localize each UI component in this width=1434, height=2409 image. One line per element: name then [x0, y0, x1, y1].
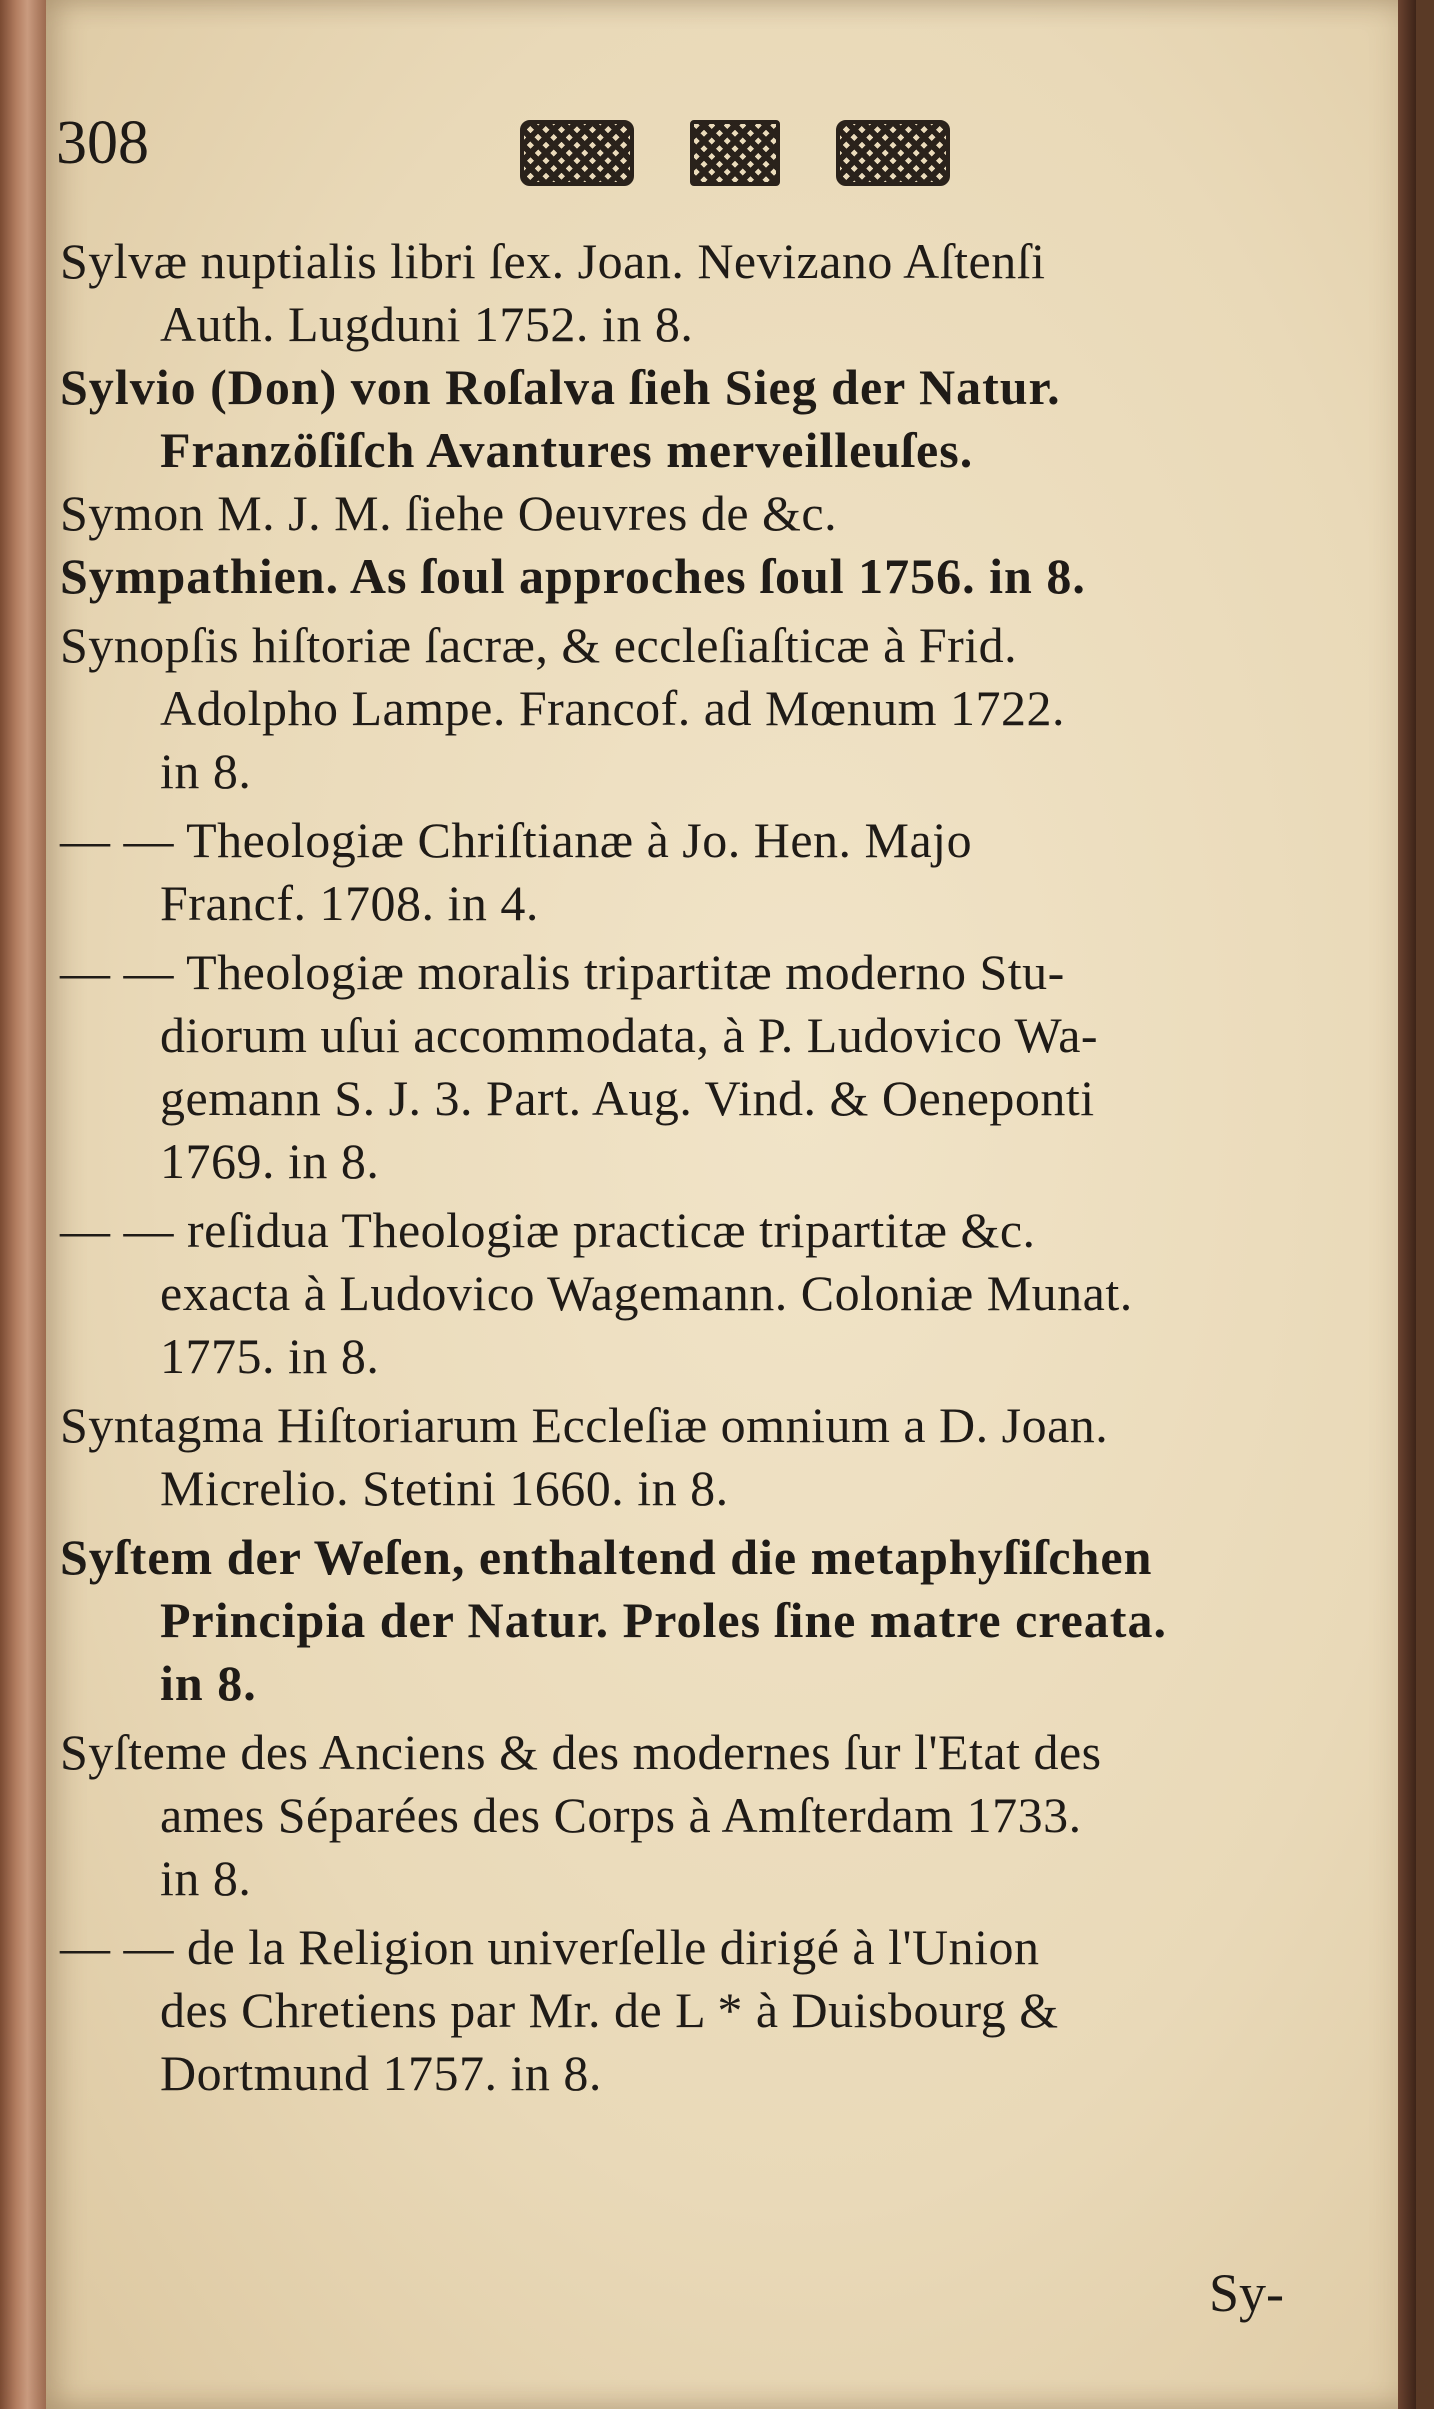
entry-line: — — reſidua Theologiæ practicæ tripartitæ &c. [60, 1202, 1036, 1258]
entry-line: Francf. 1708. in 4. [160, 875, 539, 931]
entry-line: Sympathien. As ſoul approches ſoul 1756. in 8. [60, 548, 1086, 604]
entry-sylvae [60, 230, 1350, 356]
ornament-left-icon [520, 120, 634, 186]
page-number: 308 [56, 109, 149, 177]
entry-line: gemann S. J. 3. Part. Aug. Vind. & Oeneponti [160, 1070, 1095, 1126]
entry-line: exacta à Ludovico Wagemann. Coloniæ Munat. [160, 1265, 1133, 1321]
entry-syntagma [60, 1394, 1350, 1520]
page-edge [0, 0, 46, 2409]
entry-line: Sylvæ nuptialis libri ſex. Joan. Nevizano Aſtenſi [60, 233, 1046, 289]
entry-residua [60, 1199, 1350, 1388]
ornament-center-icon [690, 120, 779, 186]
entry-symon [60, 482, 1350, 545]
catchword: Sy- [1208, 2263, 1284, 2323]
entry-line: ames Séparées des Corps à Amſterdam 1733. [160, 1787, 1082, 1843]
entry-synopsis [60, 614, 1350, 803]
entry-theologiae-moralis [60, 941, 1350, 1193]
entry-line: Micrelio. Stetini 1660. in 8. [160, 1460, 729, 1516]
entry-line: — — de la Religion univerſelle dirigé à l'Union [60, 1919, 1040, 1975]
entry-religion-universelle [60, 1916, 1350, 2105]
entry-line: in 8. [160, 743, 252, 799]
entry-line: Auth. Lugduni 1752. in 8. [160, 296, 694, 352]
entry-line: in 8. [160, 1850, 252, 1906]
entry-line: 1769. in 8. [160, 1133, 380, 1189]
entry-line: 1775. in 8. [160, 1328, 380, 1384]
entry-line: in 8. [160, 1655, 257, 1711]
entry-system-der-wesen [60, 1526, 1350, 1715]
ornament-right-icon [836, 120, 950, 186]
entry-list [60, 230, 1350, 2105]
entry-sympathien [60, 545, 1350, 608]
entry-line: Sylvio (Don) von Roſalva ſieh Sieg der Natur. [60, 359, 1061, 415]
page-gutter [1398, 0, 1416, 2409]
entry-line: Synopſis hiſtoriæ ſacræ, & eccleſiaſticæ à Frid. [60, 617, 1018, 673]
entry-line: Adolpho Lampe. Francof. ad Mœnum 1722. [160, 680, 1065, 736]
entry-theologiae-christianae [60, 809, 1350, 935]
entry-line: Symon M. J. M. ſiehe Oeuvres de &c. [60, 485, 838, 541]
header-ornament [520, 118, 950, 188]
entry-line: Syſteme des Anciens & des modernes ſur l'Etat des [60, 1724, 1102, 1780]
entry-line: Syntagma Hiſtoriarum Eccleſiæ omnium a D. Joan. [60, 1397, 1109, 1453]
entry-line: Principia der Natur. Proles ſine matre creata. [160, 1592, 1167, 1648]
entry-line: Dortmund 1757. in 8. [160, 2045, 602, 2101]
entry-line: Syſtem der Weſen, enthaltend die metaphyſiſchen [60, 1529, 1153, 1585]
entry-line: — — Theologiæ moralis tripartitæ moderno Stu- [60, 944, 1065, 1000]
entry-line: Franzöſiſch Avantures merveilleuſes. [160, 422, 974, 478]
entry-line: — — Theologiæ Chriſtianæ à Jo. Hen. Majo [60, 812, 973, 868]
entry-systeme-des-anciens [60, 1721, 1350, 1910]
entry-line: des Chretiens par Mr. de L * à Duisbourg & [160, 1982, 1059, 2038]
entry-sylvio [60, 356, 1350, 482]
entry-line: diorum uſui accommodata, à P. Ludovico Wa- [160, 1007, 1099, 1063]
